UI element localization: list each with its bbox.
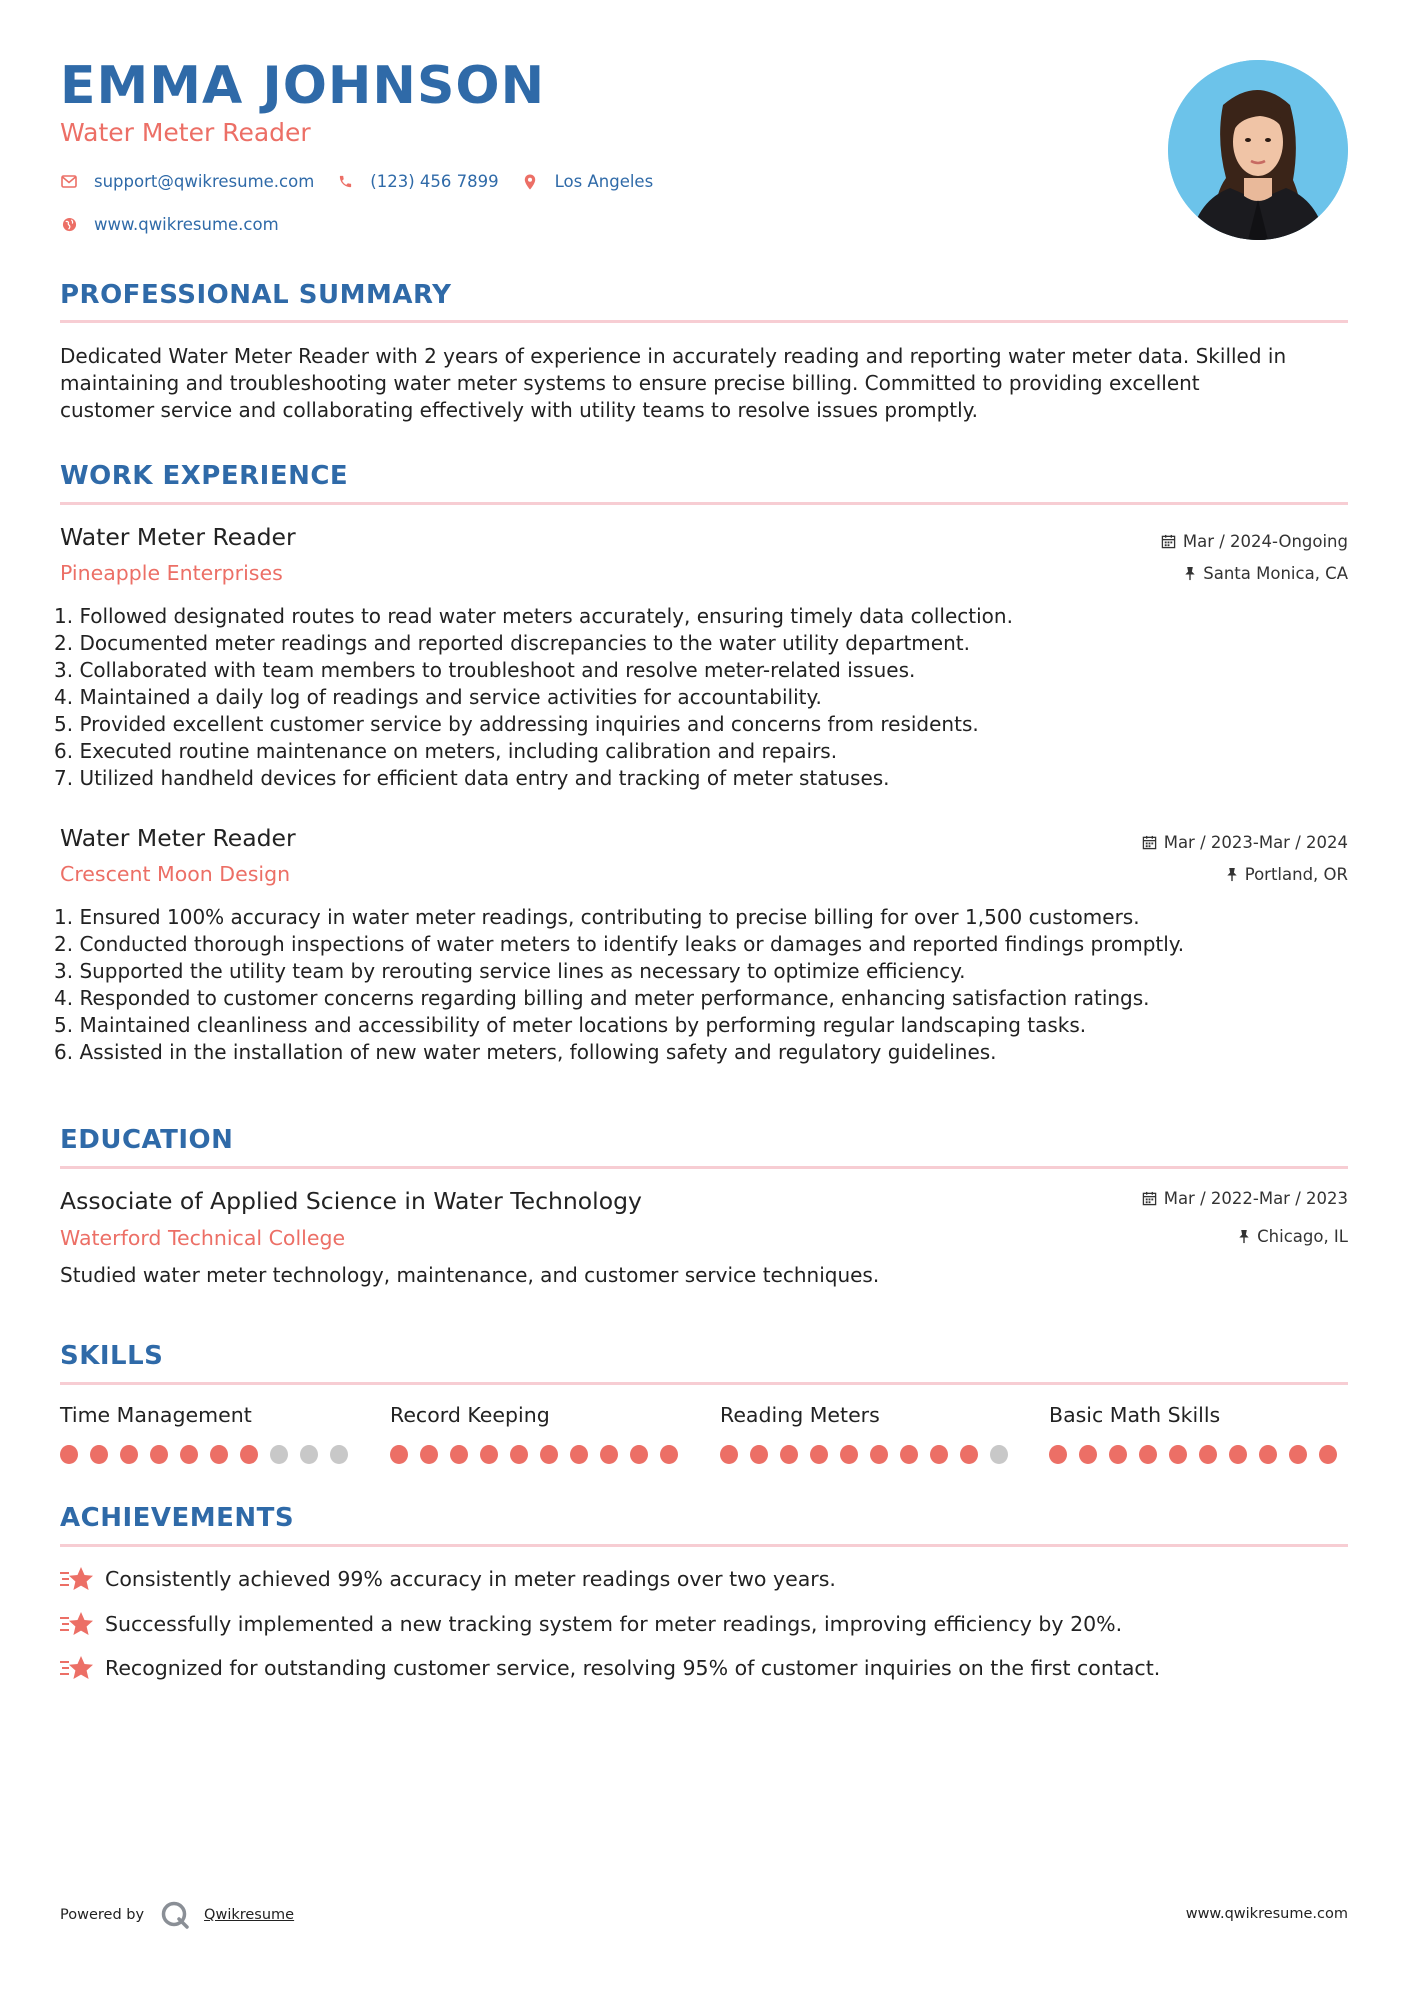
- education-description: Studied water meter technology, maintenance, and customer service techniques.: [60, 1263, 880, 1287]
- rating-dot-filled: [960, 1445, 978, 1464]
- company-name: Crescent Moon Design: [60, 862, 291, 886]
- list-item: 3. Collaborated with team members to troubleshoot and resolve meter-related issues.: [54, 658, 916, 682]
- skill-item: [390, 1403, 690, 1464]
- star-icon: [60, 1610, 94, 1638]
- job-dates: [1161, 532, 1348, 551]
- education-dates-text: Mar / 2022-Mar / 2023: [1163, 1189, 1348, 1208]
- list-item: 1. Ensured 100% accuracy in water meter readings, contributing to precise billing for over 1,500 customers.: [54, 905, 1140, 929]
- rating-dot-filled: [630, 1445, 648, 1464]
- phone-number: (123) 456 7899: [370, 172, 499, 191]
- pushpin-icon: [1184, 566, 1196, 581]
- degree-title: Associate of Applied Science in Water Technology: [60, 1187, 642, 1215]
- rating-dot-filled: [480, 1445, 498, 1464]
- section-divider: [60, 1382, 1348, 1385]
- list-item: 6. Assisted in the installation of new water meters, following safety and regulatory guidelines.: [54, 1040, 997, 1064]
- job-dates-text: Mar / 2024-Ongoing: [1182, 532, 1348, 551]
- summary-line: Dedicated Water Meter Reader with 2 years of experience in accurately reading and reporting water meter data. Skilled in: [60, 344, 1287, 368]
- skill-rating: [390, 1445, 690, 1464]
- job-bullets: [54, 603, 1344, 792]
- rating-dot-filled: [1169, 1445, 1187, 1464]
- skill-name: Time Management: [60, 1403, 252, 1427]
- phone-icon: [336, 173, 354, 191]
- skill-name: Reading Meters: [720, 1403, 880, 1427]
- company-name: Pineapple Enterprises: [60, 561, 283, 585]
- powered-by-label: Powered by: [60, 1907, 145, 1923]
- achievement-text: Consistently achieved 99% accuracy in meter readings over two years.: [105, 1567, 836, 1591]
- job-location-text: Portland, OR: [1244, 865, 1348, 884]
- skill-item: [1049, 1403, 1349, 1464]
- rating-dot-filled: [600, 1445, 618, 1464]
- skill-name: Record Keeping: [390, 1403, 550, 1427]
- achievement-item: [60, 1565, 836, 1593]
- job-title: Water Meter Reader: [60, 824, 296, 852]
- calendar-icon: [1161, 534, 1176, 549]
- job-title: Water Meter Reader: [60, 523, 296, 551]
- education-heading: EDUCATION: [60, 1125, 234, 1155]
- achievement-item: [60, 1610, 1122, 1638]
- skill-rating: [720, 1445, 1020, 1464]
- education-location-text: Chicago, IL: [1257, 1227, 1348, 1246]
- rating-dot-filled: [120, 1445, 138, 1464]
- skill-rating: [1049, 1445, 1349, 1464]
- job-dates-text: Mar / 2023-Mar / 2024: [1163, 833, 1348, 852]
- rating-dot-filled: [150, 1445, 168, 1464]
- footer-website[interactable]: www.qwikresume.com: [1185, 1906, 1348, 1922]
- summary-text: [60, 343, 1350, 424]
- rating-dot-filled: [180, 1445, 198, 1464]
- education-location: [1238, 1227, 1348, 1246]
- section-divider: [60, 320, 1348, 323]
- achievement-item: [60, 1654, 1160, 1682]
- contact-row-secondary: [60, 215, 301, 234]
- rating-dot-filled: [900, 1445, 918, 1464]
- list-item: 7. Utilized handheld devices for efficient data entry and tracking of meter statuses.: [54, 766, 890, 790]
- candidate-role: Water Meter Reader: [60, 118, 311, 147]
- rating-dot-empty: [990, 1445, 1008, 1464]
- list-item: 6. Executed routine maintenance on meters, including calibration and repairs.: [54, 739, 838, 763]
- section-divider: [60, 1544, 1348, 1547]
- list-item: 5. Maintained cleanliness and accessibility of meter locations by performing regular landscaping tasks.: [54, 1013, 1087, 1037]
- rating-dot-filled: [1079, 1445, 1097, 1464]
- skill-item: [60, 1403, 360, 1464]
- skills-heading: SKILLS: [60, 1341, 164, 1371]
- job-location: [1226, 865, 1348, 884]
- achievements-heading: ACHIEVEMENTS: [60, 1503, 295, 1533]
- job-bullets: [54, 904, 1344, 1066]
- experience-heading: WORK EXPERIENCE: [60, 461, 349, 491]
- rating-dot-filled: [660, 1445, 678, 1464]
- list-item: 2. Documented meter readings and reported discrepancies to the water utility department.: [54, 631, 970, 655]
- school-name: Waterford Technical College: [60, 1226, 346, 1250]
- section-divider: [60, 1166, 1348, 1169]
- rating-dot-filled: [1109, 1445, 1127, 1464]
- rating-dot-filled: [450, 1445, 468, 1464]
- education-dates: [1142, 1189, 1348, 1208]
- rating-dot-filled: [930, 1445, 948, 1464]
- calendar-icon: [1142, 1191, 1157, 1206]
- email-link[interactable]: support@qwikresume.com: [94, 172, 315, 191]
- star-icon: [60, 1654, 94, 1682]
- website-link[interactable]: www.qwikresume.com: [94, 215, 279, 234]
- rating-dot-filled: [780, 1445, 798, 1464]
- qwikresume-logo-icon: [160, 1900, 190, 1930]
- list-item: 1. Followed designated routes to read water meters accurately, ensuring timely data collection.: [54, 604, 1013, 628]
- candidate-name: EMMA JOHNSON: [60, 56, 546, 116]
- summary-heading: PROFESSIONAL SUMMARY: [60, 280, 452, 310]
- rating-dot-empty: [330, 1445, 348, 1464]
- rating-dot-filled: [1289, 1445, 1307, 1464]
- job-location: [1184, 564, 1348, 583]
- location-text: Los Angeles: [554, 172, 654, 191]
- qwikresume-link[interactable]: Qwikresume: [204, 1907, 295, 1923]
- rating-dot-filled: [840, 1445, 858, 1464]
- achievement-text: Recognized for outstanding customer service, resolving 95% of customer inquiries on the first contact.: [105, 1656, 1161, 1680]
- rating-dot-filled: [1049, 1445, 1067, 1464]
- skill-rating: [60, 1445, 360, 1464]
- rating-dot-filled: [540, 1445, 558, 1464]
- footer-powered-by: [60, 1900, 294, 1930]
- rating-dot-filled: [240, 1445, 258, 1464]
- rating-dot-empty: [270, 1445, 288, 1464]
- pushpin-icon: [1238, 1229, 1250, 1244]
- rating-dot-filled: [1319, 1445, 1337, 1464]
- rating-dot-filled: [570, 1445, 588, 1464]
- contact-row-primary: [60, 172, 675, 191]
- rating-dot-filled: [60, 1445, 78, 1464]
- rating-dot-filled: [1259, 1445, 1277, 1464]
- list-item: 4. Maintained a daily log of readings and service activities for accountability.: [54, 685, 822, 709]
- achievement-text: Successfully implemented a new tracking system for meter readings, improving efficiency by 20%.: [105, 1612, 1123, 1636]
- rating-dot-filled: [1139, 1445, 1157, 1464]
- list-item: 5. Provided excellent customer service by addressing inquiries and concerns from residents.: [54, 712, 979, 736]
- summary-line: maintaining and troubleshooting water meter systems to ensure precise billing. Committed to providing excellent: [60, 371, 1200, 395]
- list-item: 3. Supported the utility team by rerouting service lines as necessary to optimize efficiency.: [54, 959, 966, 983]
- rating-dot-filled: [810, 1445, 828, 1464]
- rating-dot-filled: [750, 1445, 768, 1464]
- globe-icon: [60, 216, 78, 234]
- rating-dot-filled: [720, 1445, 738, 1464]
- rating-dot-filled: [510, 1445, 528, 1464]
- skill-item: [720, 1403, 1020, 1464]
- section-divider: [60, 502, 1348, 505]
- rating-dot-filled: [1199, 1445, 1217, 1464]
- rating-dot-filled: [210, 1445, 228, 1464]
- pushpin-icon: [1226, 867, 1238, 882]
- map-pin-icon: [521, 173, 539, 191]
- rating-dot-filled: [90, 1445, 108, 1464]
- job-location-text: Santa Monica, CA: [1203, 564, 1348, 583]
- list-item: 2. Conducted thorough inspections of water meters to identify leaks or damages and reported findings promptly.: [54, 932, 1185, 956]
- star-icon: [60, 1565, 94, 1593]
- calendar-icon: [1142, 835, 1157, 850]
- profile-photo: [1168, 60, 1348, 240]
- summary-line: customer service and collaborating effectively with utility teams to resolve issues promptly.: [60, 398, 979, 422]
- envelope-icon: [60, 173, 78, 191]
- rating-dot-filled: [390, 1445, 408, 1464]
- rating-dot-empty: [300, 1445, 318, 1464]
- rating-dot-filled: [870, 1445, 888, 1464]
- job-dates: [1142, 833, 1348, 852]
- skill-name: Basic Math Skills: [1049, 1403, 1221, 1427]
- rating-dot-filled: [1229, 1445, 1247, 1464]
- rating-dot-filled: [420, 1445, 438, 1464]
- list-item: 4. Responded to customer concerns regarding billing and meter performance, enhancing satisfaction ratings.: [54, 986, 1150, 1010]
